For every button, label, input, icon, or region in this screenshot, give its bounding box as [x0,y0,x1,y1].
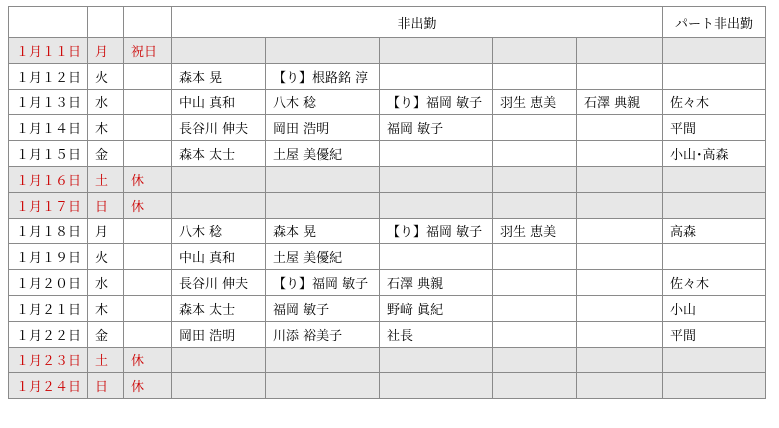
part-off-duty-cell [663,244,766,270]
off-duty-name-cell [577,270,663,296]
off-duty-name-cell [266,38,380,64]
off-duty-name-cell: 八木 稔 [172,218,266,244]
date-cell: １月１３日 [9,89,88,115]
table-row [9,89,766,115]
date-cell: １月１４日 [9,115,88,141]
off-duty-name-cell [380,63,493,89]
off-duty-name-cell [380,347,493,373]
table-row [9,321,766,347]
note-cell [124,270,172,296]
off-duty-name-cell: 岡田 浩明 [172,321,266,347]
header-row [9,7,766,38]
part-off-duty-cell: 佐々木 [663,89,766,115]
off-duty-name-cell [172,373,266,399]
note-cell [124,141,172,167]
table-row [9,218,766,244]
off-duty-name-cell: 石澤 典親 [577,89,663,115]
off-duty-name-cell [172,38,266,64]
date-cell: １月１６日 [9,166,88,192]
part-off-duty-cell [663,192,766,218]
table-row [9,373,766,399]
table-row [9,38,766,64]
off-duty-name-cell: 野﨑 眞紀 [380,295,493,321]
off-duty-name-cell [577,218,663,244]
off-duty-name-cell: 森本 晃 [266,218,380,244]
off-duty-name-cell [266,166,380,192]
header-off-duty: 非出勤 [172,7,663,38]
note-cell [124,295,172,321]
table-row [9,63,766,89]
off-duty-name-cell: 森本 太士 [172,141,266,167]
off-duty-name-cell [577,141,663,167]
off-duty-name-cell [493,373,577,399]
off-duty-name-cell [380,141,493,167]
off-duty-name-cell [172,347,266,373]
date-cell: １月２０日 [9,270,88,296]
part-off-duty-cell [663,38,766,64]
schedule-body [9,7,766,399]
header-part-off-duty: パート非出勤 [663,7,766,38]
date-cell: １月１２日 [9,63,88,89]
schedule-table [8,6,766,399]
weekday-cell: 日 [88,192,124,218]
weekday-cell: 木 [88,295,124,321]
date-cell: １月１１日 [9,38,88,64]
off-duty-name-cell [493,295,577,321]
off-duty-name-cell: 土屋 美優紀 [266,244,380,270]
off-duty-name-cell [493,192,577,218]
weekday-cell: 火 [88,63,124,89]
off-duty-name-cell: 福岡 敏子 [266,295,380,321]
off-duty-name-cell [577,347,663,373]
part-off-duty-cell [663,63,766,89]
weekday-cell: 土 [88,347,124,373]
part-off-duty-cell: 平間 [663,115,766,141]
off-duty-name-cell [380,373,493,399]
off-duty-name-cell [577,244,663,270]
off-duty-name-cell [493,321,577,347]
weekday-cell: 月 [88,218,124,244]
off-duty-name-cell: 【り】根路銘 淳 [266,63,380,89]
weekday-cell: 日 [88,373,124,399]
off-duty-name-cell: 【り】福岡 敏子 [380,218,493,244]
note-cell [124,244,172,270]
table-row [9,347,766,373]
table-row [9,166,766,192]
note-cell [124,63,172,89]
off-duty-name-cell [493,38,577,64]
part-off-duty-cell: 佐々木 [663,270,766,296]
table-row [9,115,766,141]
off-duty-name-cell [577,192,663,218]
weekday-cell: 金 [88,141,124,167]
weekday-cell: 土 [88,166,124,192]
note-cell: 祝日 [124,38,172,64]
part-off-duty-cell: 平間 [663,321,766,347]
table-row [9,192,766,218]
date-cell: １月２１日 [9,295,88,321]
off-duty-name-cell [493,63,577,89]
off-duty-name-cell [172,192,266,218]
off-duty-name-cell [493,115,577,141]
note-cell: 休 [124,347,172,373]
table-row [9,141,766,167]
off-duty-name-cell [380,244,493,270]
date-cell: １月２４日 [9,373,88,399]
off-duty-name-cell [380,38,493,64]
off-duty-name-cell [577,38,663,64]
weekday-cell: 水 [88,89,124,115]
part-off-duty-cell: 小山 [663,295,766,321]
note-cell: 休 [124,192,172,218]
off-duty-name-cell: 中山 真和 [172,89,266,115]
note-cell [124,218,172,244]
off-duty-name-cell [493,166,577,192]
off-duty-name-cell: 羽生 恵美 [493,218,577,244]
off-duty-name-cell [577,166,663,192]
table-row [9,295,766,321]
header-note-cell [124,7,172,38]
off-duty-name-cell [380,192,493,218]
off-duty-name-cell: 羽生 恵美 [493,89,577,115]
off-duty-name-cell: 八木 稔 [266,89,380,115]
note-cell [124,89,172,115]
part-off-duty-cell: 小山･高森 [663,141,766,167]
date-cell: １月１７日 [9,192,88,218]
off-duty-name-cell: 森本 晃 [172,63,266,89]
weekday-cell: 金 [88,321,124,347]
off-duty-name-cell [266,373,380,399]
table-row [9,244,766,270]
weekday-cell: 火 [88,244,124,270]
off-duty-name-cell [172,166,266,192]
part-off-duty-cell: 高森 [663,218,766,244]
off-duty-name-cell: 福岡 敏子 [380,115,493,141]
header-weekday-cell [88,7,124,38]
off-duty-name-cell [493,347,577,373]
note-cell: 休 [124,373,172,399]
off-duty-name-cell: 【り】福岡 敏子 [266,270,380,296]
weekday-cell: 水 [88,270,124,296]
off-duty-name-cell [577,295,663,321]
off-duty-name-cell: 長谷川 伸夫 [172,270,266,296]
off-duty-name-cell: 川添 裕美子 [266,321,380,347]
off-duty-name-cell: 社長 [380,321,493,347]
note-cell [124,321,172,347]
off-duty-name-cell [266,192,380,218]
off-duty-name-cell [577,321,663,347]
off-duty-name-cell: 土屋 美優紀 [266,141,380,167]
date-cell: １月２３日 [9,347,88,373]
date-cell: １月１８日 [9,218,88,244]
part-off-duty-cell [663,166,766,192]
off-duty-name-cell [493,244,577,270]
off-duty-name-cell [266,347,380,373]
off-duty-name-cell: 【り】福岡 敏子 [380,89,493,115]
date-cell: １月２２日 [9,321,88,347]
off-duty-name-cell [493,141,577,167]
off-duty-name-cell: 石澤 典親 [380,270,493,296]
off-duty-name-cell: 岡田 浩明 [266,115,380,141]
part-off-duty-cell [663,347,766,373]
off-duty-name-cell [577,63,663,89]
off-duty-name-cell [577,373,663,399]
weekday-cell: 月 [88,38,124,64]
date-cell: １月１９日 [9,244,88,270]
date-cell: １月１５日 [9,141,88,167]
off-duty-name-cell: 森本 太士 [172,295,266,321]
header-date-cell [9,7,88,38]
part-off-duty-cell [663,373,766,399]
off-duty-name-cell [493,270,577,296]
off-duty-name-cell [577,115,663,141]
off-duty-name-cell: 中山 真和 [172,244,266,270]
off-duty-name-cell [380,166,493,192]
weekday-cell: 木 [88,115,124,141]
table-row [9,270,766,296]
off-duty-name-cell: 長谷川 伸夫 [172,115,266,141]
note-cell: 休 [124,166,172,192]
note-cell [124,115,172,141]
